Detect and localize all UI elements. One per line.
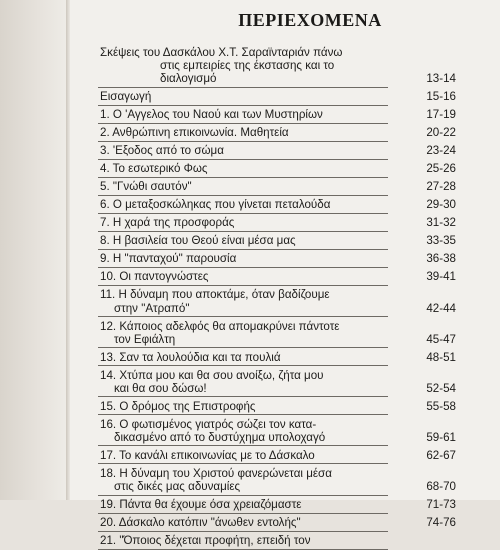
toc-entry-pages: 23-24 bbox=[426, 144, 456, 158]
toc-entry-pages: 74-76 bbox=[426, 516, 456, 530]
toc-entry-text: 15. Ο δρόμος της Επιστροφής bbox=[100, 400, 256, 413]
toc-entry-text: 10. Οι παντογνώστες bbox=[100, 270, 209, 284]
toc-divider bbox=[98, 396, 388, 397]
toc-entry-text: διαλογισμό bbox=[160, 72, 217, 86]
toc-entry-text: 18. Η δύναμη του Χριστού φανερώνεται μέσα bbox=[100, 467, 332, 481]
toc-entry-text: δικασμένο από το δυστύχημα υπολοχαγό bbox=[114, 431, 326, 445]
toc-entry-text: 5. "Γνώθι σαυτόν" bbox=[100, 180, 192, 194]
toc-entry-text: 16. Ο φωτισμένος γιατρός σώζει τον κατα- bbox=[100, 418, 317, 431]
toc-entry-pages: 45-47 bbox=[426, 332, 456, 346]
toc-divider bbox=[98, 213, 388, 214]
toc-entry-text: 1. Ο 'Αγγελος του Ναού και των Μυστηρίων bbox=[100, 108, 323, 122]
toc-divider bbox=[98, 159, 388, 160]
toc-entry-pages: 52-54 bbox=[426, 382, 456, 395]
toc-entry-pages: 33-35 bbox=[426, 234, 456, 248]
book-gutter bbox=[0, 0, 70, 500]
toc-entry-text: Σκέψεις του Δασκάλου Χ.Τ. Σαραϊνταριάν πάνω bbox=[100, 46, 343, 59]
toc-divider bbox=[98, 549, 388, 550]
toc-divider bbox=[98, 513, 388, 514]
toc-entry-text: στις εμπειρίες της έκστασης και το bbox=[160, 59, 335, 73]
toc-entry-pages: 15-16 bbox=[426, 90, 456, 104]
toc-divider bbox=[98, 445, 388, 446]
toc-divider bbox=[98, 414, 388, 415]
toc-entry-pages: 59-61 bbox=[426, 431, 456, 445]
toc-entry-pages: 17-19 bbox=[426, 108, 456, 122]
toc-divider bbox=[98, 231, 388, 232]
toc-entry-pages: 71-73 bbox=[426, 498, 456, 512]
toc-divider bbox=[98, 105, 388, 106]
toc-entry-text: 7. Η χαρά της προσφοράς bbox=[100, 216, 235, 230]
toc-entry-pages: 25-26 bbox=[426, 162, 456, 176]
toc-divider bbox=[98, 195, 388, 196]
toc-divider bbox=[98, 267, 388, 268]
toc-entry-text: στην "Ατραπό" bbox=[114, 301, 190, 315]
toc-divider bbox=[98, 123, 388, 124]
toc-entry-pages: 42-44 bbox=[426, 301, 456, 315]
toc-entry-text: 6. Ο μεταξοσκώληκας που γίνεται πεταλούδα bbox=[100, 198, 331, 212]
toc-entry-text: 8. Η βασιλεία του Θεού είναι μέσα μας bbox=[100, 234, 296, 248]
toc-entry-text: 2. Ανθρώπινη επικοινωνία. Μαθητεία bbox=[100, 126, 289, 140]
toc-entry-text: Εισαγωγή bbox=[100, 90, 152, 104]
toc-entry-text: 3. 'Εξοδος από το σώμα bbox=[100, 144, 224, 158]
toc-entry-pages: 48-51 bbox=[426, 350, 456, 364]
toc-divider bbox=[98, 249, 388, 250]
toc-entry-text: 19. Πάντα θα έχουμε όσα χρειαζόμαστε bbox=[100, 498, 302, 512]
toc-divider bbox=[98, 531, 388, 532]
toc-entry-pages: 31-32 bbox=[426, 216, 456, 230]
toc-divider bbox=[98, 177, 388, 178]
toc-entry-pages: 20-22 bbox=[426, 126, 456, 140]
book-page bbox=[70, 0, 500, 548]
toc-entry-text: 14. Χτύπα μου και θα σου ανοίξω, ζήτα μου bbox=[100, 368, 324, 382]
toc-divider bbox=[98, 495, 388, 496]
toc-entry-pages: 55-58 bbox=[426, 400, 456, 413]
toc-entry-text: 13. Σαν τα λουλούδια και τα πουλιά bbox=[100, 350, 281, 364]
toc-entry-text: 17. Το κανάλι επικοινωνίας με το Δάσκαλο bbox=[100, 449, 315, 463]
table-of-contents bbox=[70, 0, 500, 548]
toc-divider bbox=[98, 87, 388, 88]
toc-entry-text: και θα σου δώσω! bbox=[114, 382, 207, 395]
toc-divider bbox=[98, 463, 388, 464]
toc-entry-pages: 13-14 bbox=[426, 72, 456, 86]
toc-entry-pages: 29-30 bbox=[426, 198, 456, 212]
toc-entry-pages: 68-70 bbox=[426, 480, 456, 494]
toc-divider bbox=[98, 141, 388, 142]
toc-entry-text: στις δικές μας αδυναμίες bbox=[114, 480, 241, 494]
toc-divider bbox=[98, 316, 388, 317]
toc-entry-pages: 27-28 bbox=[426, 180, 456, 194]
toc-divider bbox=[98, 285, 388, 286]
toc-entry-text: 4. Το εσωτερικό Φως bbox=[100, 162, 208, 176]
toc-divider bbox=[98, 347, 388, 348]
toc-entry-text: 11. Η δύναμη που αποκτάμε, όταν βαδίζουμε bbox=[100, 288, 330, 302]
toc-divider bbox=[98, 365, 388, 366]
toc-entry-text: 20. Δάσκαλο κατόπιν "άνωθεν εντολής" bbox=[100, 516, 301, 530]
page-title: ΠΕΡΙΕΧΟΜΕΝΑ bbox=[238, 10, 382, 30]
toc-entry-text: 12. Κάποιος αδελφός θα απομακρύνει πάντοτε bbox=[100, 319, 340, 333]
toc-entry-text: 21. "Όποιος δέχεται προφήτη, επειδή τον bbox=[100, 534, 311, 548]
toc-entry-text: 9. Η "πανταχού" παρουσία bbox=[100, 252, 237, 266]
toc-entry-pages: 39-41 bbox=[426, 270, 456, 284]
toc-entry-pages: 62-67 bbox=[426, 449, 456, 463]
toc-entry-pages: 36-38 bbox=[426, 252, 456, 266]
toc-entry-text: τον Εφιάλτη bbox=[114, 332, 176, 346]
